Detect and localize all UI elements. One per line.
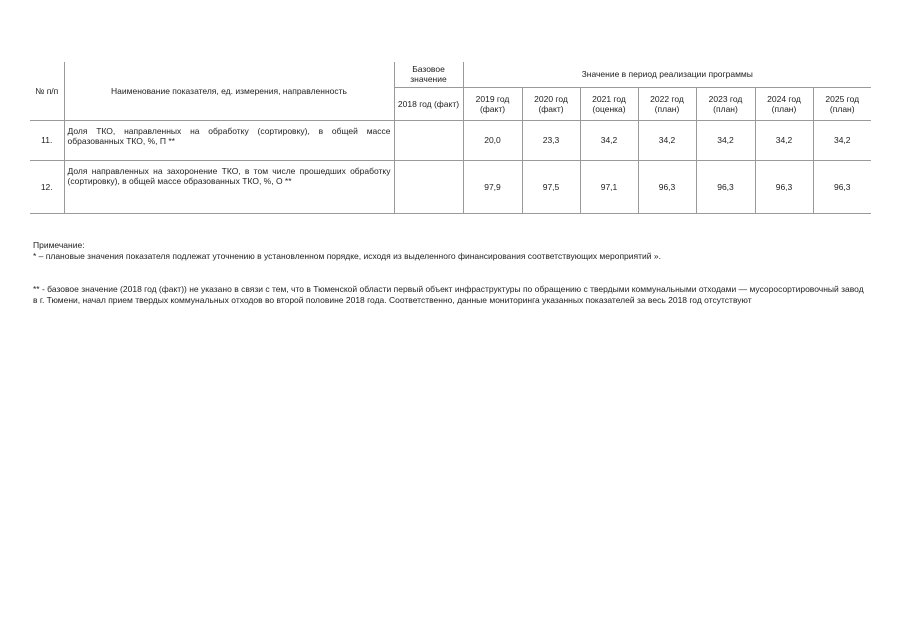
row-indicator-name: Доля направленных на захоронение ТКО, в том числе прошедших обработку (сортировку), в общей массе образованных ТКО, %, О ** (64, 160, 394, 213)
notes-title: Примечание: (33, 240, 85, 250)
header-num: № п/п (30, 62, 64, 120)
header-year-2022: 2022 год (план) (638, 87, 696, 120)
table-row (30, 160, 871, 213)
row-value: 34,2 (813, 120, 871, 160)
header-period: Значение в период реализации программы (463, 62, 871, 87)
row-value: 97,9 (463, 160, 522, 213)
row-value: 96,3 (813, 160, 871, 213)
header-base: Базовое значение (394, 62, 463, 87)
header-year-2019: 2019 год (факт) (463, 87, 522, 120)
row-value: 96,3 (696, 160, 755, 213)
row-value: 34,2 (580, 120, 638, 160)
note-asterisk-2: ** - базовое значение (2018 год (факт)) не указано в связи с тем, что в Тюменской области первый объект инфраструктуры по обращению с твердыми коммунальными отходами — мусоросортировочный завод в г. Тюмени, начал прием твердых коммунальных отходов во второй половине 2018 года. Соответственно, данные мониторинга указанных показателей за весь 2018 год отсутствуют (33, 284, 864, 305)
indicators-table (30, 62, 871, 214)
row-value: 97,1 (580, 160, 638, 213)
header-year-2023: 2023 год (план) (696, 87, 755, 120)
row-num: 11. (30, 120, 64, 160)
row-value: 34,2 (638, 120, 696, 160)
row-value: 34,2 (696, 120, 755, 160)
row-value: 34,2 (755, 120, 813, 160)
row-value: 97,5 (522, 160, 580, 213)
row-base-value (394, 120, 463, 160)
row-value: 96,3 (638, 160, 696, 213)
header-year-2021: 2021 год (оценка) (580, 87, 638, 120)
note-asterisk-1: * – плановые значения показателя подлежат уточнению в установленном порядке, исходя из выделенного финансирования соответствующих мероприятий ». (33, 250, 661, 261)
header-year-2025: 2025 год (план) (813, 87, 871, 120)
row-indicator-name: Доля ТКО, направленных на обработку (сортировку), в общей массе образованных ТКО, %, П ** (64, 120, 394, 160)
header-year-2024: 2024 год (план) (755, 87, 813, 120)
row-base-value (394, 160, 463, 213)
row-value: 20,0 (463, 120, 522, 160)
table-row (30, 120, 871, 160)
header-year-2020: 2020 год (факт) (522, 87, 580, 120)
row-num: 12. (30, 160, 64, 213)
notes-block (33, 240, 873, 261)
row-value: 96,3 (755, 160, 813, 213)
row-value: 23,3 (522, 120, 580, 160)
header-name: Наименование показателя, ед. измерения, направленность (64, 62, 394, 120)
header-year-2018: 2018 год (факт) (394, 87, 463, 120)
